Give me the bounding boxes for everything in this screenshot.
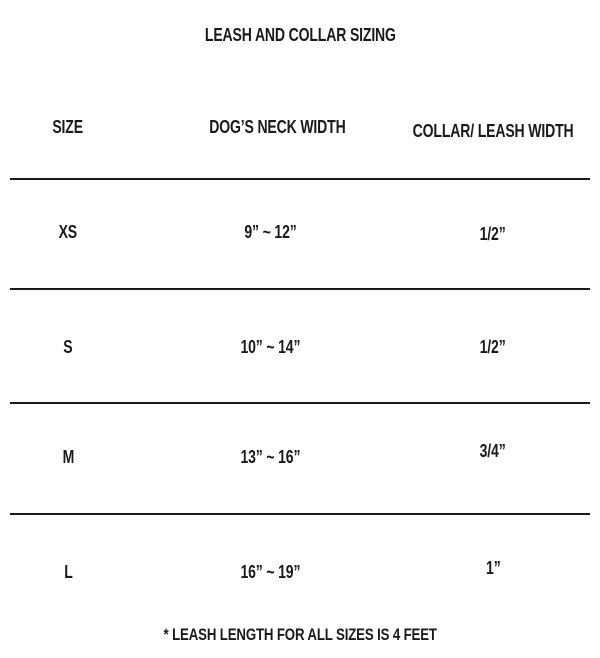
table-row: [0, 337, 600, 367]
page-title: [0, 25, 600, 46]
table-row: [0, 222, 600, 252]
row-neck-width: 16” ~ 19”: [240, 562, 300, 582]
header-size: SIZE: [52, 117, 84, 137]
divider: [10, 513, 590, 515]
row-collar-leash-width: 1”: [485, 558, 501, 578]
row-size: L: [63, 562, 73, 582]
row-collar-leash-width: 1/2”: [480, 224, 506, 244]
title-text: LEASH AND COLLAR SIZING: [204, 25, 396, 45]
row-size: S: [63, 337, 73, 357]
header-collar-leash-width: COLLAR/ LEASH WIDTH: [412, 121, 574, 141]
divider: [10, 402, 590, 404]
row-neck-width: 10” ~ 14”: [240, 337, 300, 357]
table-row: [0, 558, 600, 592]
header-neck-width: DOG’S NECK WIDTH: [209, 117, 346, 137]
row-collar-leash-width: 3/4”: [480, 441, 506, 461]
table-header: [0, 117, 600, 147]
row-neck-width: 13” ~ 16”: [240, 447, 300, 467]
row-size: XS: [58, 222, 78, 242]
footnote: * LEASH LENGTH FOR ALL SIZES IS 4 FEET: [163, 625, 437, 644]
divider: [10, 178, 590, 180]
row-collar-leash-width: 1/2”: [480, 337, 506, 357]
row-size: M: [62, 447, 74, 467]
row-neck-width: 9” ~ 12”: [243, 222, 297, 242]
table-row: [0, 441, 600, 477]
divider: [10, 288, 590, 290]
